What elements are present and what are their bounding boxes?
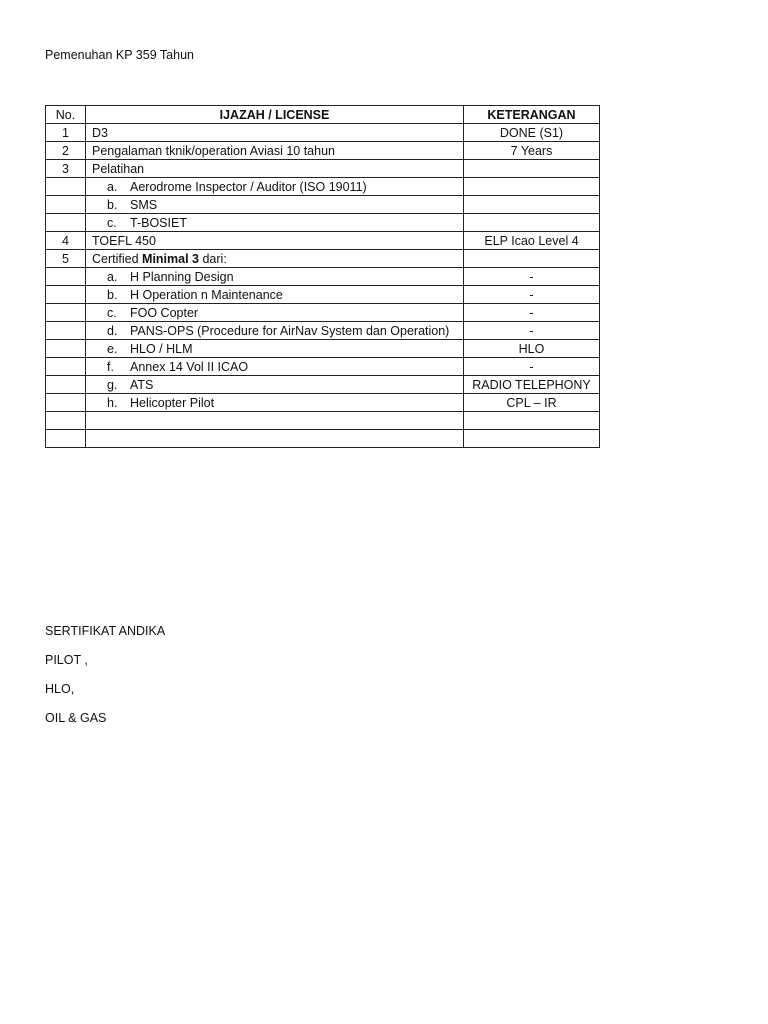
row-number: 2 (46, 142, 86, 160)
sub-letter: b. (107, 287, 118, 302)
row-keterangan: - (464, 304, 600, 322)
table-subrow (46, 376, 600, 394)
row-item: TOEFL 450 (86, 232, 464, 250)
table-subrow (46, 196, 600, 214)
table-row-empty (46, 412, 600, 430)
row-item (86, 430, 464, 448)
header-keterangan: KETERANGAN (464, 106, 600, 124)
row-item (86, 286, 464, 304)
row-keterangan (464, 430, 600, 448)
row-keterangan (464, 250, 600, 268)
sub-item-text: PANS-OPS (Procedure for AirNav System dan Operation) (130, 323, 450, 338)
row-number: 3 (46, 160, 86, 178)
table-subrow (46, 214, 600, 232)
table-row-empty (46, 430, 600, 448)
item-prefix: Certified (92, 251, 143, 266)
row-keterangan (464, 178, 600, 196)
row-number (46, 286, 86, 304)
row-number (46, 340, 86, 358)
sub-letter: c. (107, 215, 117, 230)
row-number: 4 (46, 232, 86, 250)
sub-item-text: ATS (130, 377, 154, 392)
sub-item-text: Annex 14 Vol II ICAO (130, 359, 249, 374)
row-keterangan (464, 214, 600, 232)
row-item: D3 (86, 124, 464, 142)
sub-item-text: H Planning Design (130, 269, 234, 284)
row-item (86, 376, 464, 394)
sub-item-text: Aerodrome Inspector / Auditor (ISO 19011) (130, 179, 367, 194)
row-number (46, 430, 86, 448)
table-row (46, 160, 600, 178)
row-item (86, 178, 464, 196)
row-keterangan: ELP Icao Level 4 (464, 232, 600, 250)
row-number (46, 322, 86, 340)
table-row (46, 124, 600, 142)
row-item (86, 250, 464, 268)
sub-letter: h. (107, 395, 118, 410)
sub-letter: g. (107, 377, 118, 392)
row-keterangan (464, 160, 600, 178)
item-bold: Minimal 3 (142, 251, 199, 266)
table-row (46, 232, 600, 250)
row-number (46, 412, 86, 430)
row-number (46, 178, 86, 196)
table-subrow (46, 322, 600, 340)
row-keterangan (464, 412, 600, 430)
sub-item-text: FOO Copter (130, 305, 199, 320)
row-keterangan: - (464, 286, 600, 304)
row-item (86, 196, 464, 214)
row-keterangan: RADIO TELEPHONY (464, 376, 600, 394)
table-row (46, 250, 600, 268)
sub-letter: a. (107, 269, 118, 284)
page-title: Pemenuhan KP 359 Tahun (45, 48, 194, 62)
row-number (46, 196, 86, 214)
row-item (86, 322, 464, 340)
sub-letter: e. (107, 341, 118, 356)
row-item (86, 394, 464, 412)
sub-letter: d. (107, 323, 118, 338)
row-item: Pelatihan (86, 160, 464, 178)
sub-letter: b. (107, 197, 118, 212)
footer-line-oil-gas: OIL & GAS (45, 711, 107, 725)
table-header-row (46, 106, 600, 124)
row-keterangan: - (464, 268, 600, 286)
header-item: IJAZAH / LICENSE (86, 106, 464, 124)
row-item (86, 412, 464, 430)
row-number (46, 376, 86, 394)
header-no: No. (46, 106, 86, 124)
row-item (86, 304, 464, 322)
row-keterangan: 7 Years (464, 142, 600, 160)
sub-letter: f. (107, 359, 114, 374)
row-number: 1 (46, 124, 86, 142)
row-keterangan: CPL – IR (464, 394, 600, 412)
table-row (46, 142, 600, 160)
row-keterangan: - (464, 358, 600, 376)
table-subrow (46, 286, 600, 304)
row-number (46, 358, 86, 376)
sub-item-text: H Operation n Maintenance (130, 287, 283, 302)
table-subrow (46, 394, 600, 412)
table-subrow (46, 268, 600, 286)
table-subrow (46, 178, 600, 196)
row-number: 5 (46, 250, 86, 268)
row-number (46, 268, 86, 286)
sub-item-text: T-BOSIET (130, 215, 187, 230)
sub-item-text: HLO / HLM (130, 341, 193, 356)
row-keterangan: DONE (S1) (464, 124, 600, 142)
footer-line-hlo: HLO, (45, 682, 75, 696)
sub-letter: a. (107, 179, 118, 194)
sub-item-text: Helicopter Pilot (130, 395, 215, 410)
row-item (86, 214, 464, 232)
table-subrow (46, 358, 600, 376)
row-keterangan: - (464, 322, 600, 340)
row-item (86, 268, 464, 286)
item-suffix: dari: (199, 251, 227, 266)
row-number (46, 394, 86, 412)
row-item: Pengalaman tknik/operation Aviasi 10 tahun (86, 142, 464, 160)
row-keterangan: HLO (464, 340, 600, 358)
footer-line-pilot: PILOT , (45, 653, 88, 667)
sub-item-text: SMS (130, 197, 158, 212)
row-item (86, 358, 464, 376)
row-keterangan (464, 196, 600, 214)
table-subrow (46, 340, 600, 358)
row-number (46, 214, 86, 232)
table-subrow (46, 304, 600, 322)
row-number (46, 304, 86, 322)
row-item (86, 340, 464, 358)
footer-line-sertifikat: SERTIFIKAT ANDIKA (45, 624, 166, 638)
sub-letter: c. (107, 305, 117, 320)
requirements-table (45, 105, 600, 448)
